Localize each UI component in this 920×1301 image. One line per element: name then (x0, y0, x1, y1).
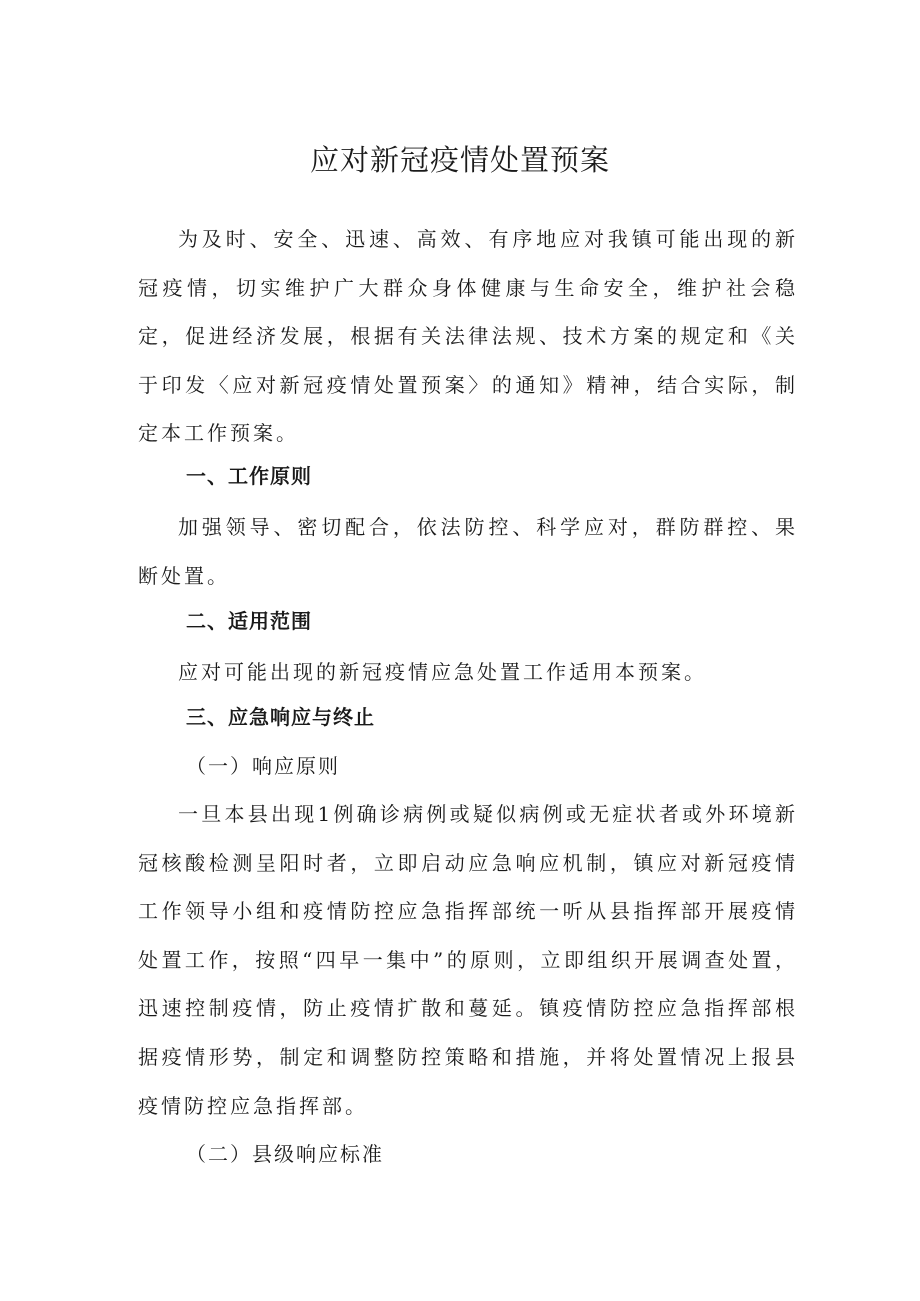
document-title: 应对新冠疫情处置预案 (309, 143, 610, 177)
intro-paragraph: 为及时、安全、迅速、高效、有序地应对我镇可能出现的新冠疫情，切实维护广大群众身体健康与生命安全，维护社会稳定，促进经济发展，根据有关法律法规、技术方案的规定和《关于印发〈应对新冠疫情处置预案〉的通知》精神，结合实际，制定本工作预案。 (138, 227, 798, 446)
section-body-scope: 应对可能出现的新冠疫情应急处置工作适用本预案。 (178, 660, 707, 684)
subsection-body-response-principle: 一旦本县出现1例确诊病例或疑似病例或无症状者或外环境新冠核酸检测呈阳时者，立即启动应急响应机制，镇应对新冠疫情工作领导小组和疫情防控应急指挥部统一听从县指挥部开展疫情处置工作，按照“四早一集中”的原则，立即组织开展调查处置，迅速控制疫情，防止疫情扩散和蔓延。镇疫情防控应急指挥部根据疫情形势，制定和调整防控策略和措施，并将处置情况上报县疫情防控应急指挥部。 (138, 802, 798, 1118)
section-body-principles: 加强领导、密切配合，依法防控、科学应对，群防群控、果断处置。 (138, 515, 798, 588)
section-heading-response: 三、应急响应与终止 (186, 705, 375, 729)
section-heading-scope: 二、适用范围 (186, 609, 312, 633)
subsection-heading-county-standard: （二）县级响应标准 (186, 1142, 384, 1166)
subsection-heading-response-principle: （一）响应原则 (186, 754, 340, 778)
section-heading-principles: 一、工作原则 (186, 464, 312, 488)
